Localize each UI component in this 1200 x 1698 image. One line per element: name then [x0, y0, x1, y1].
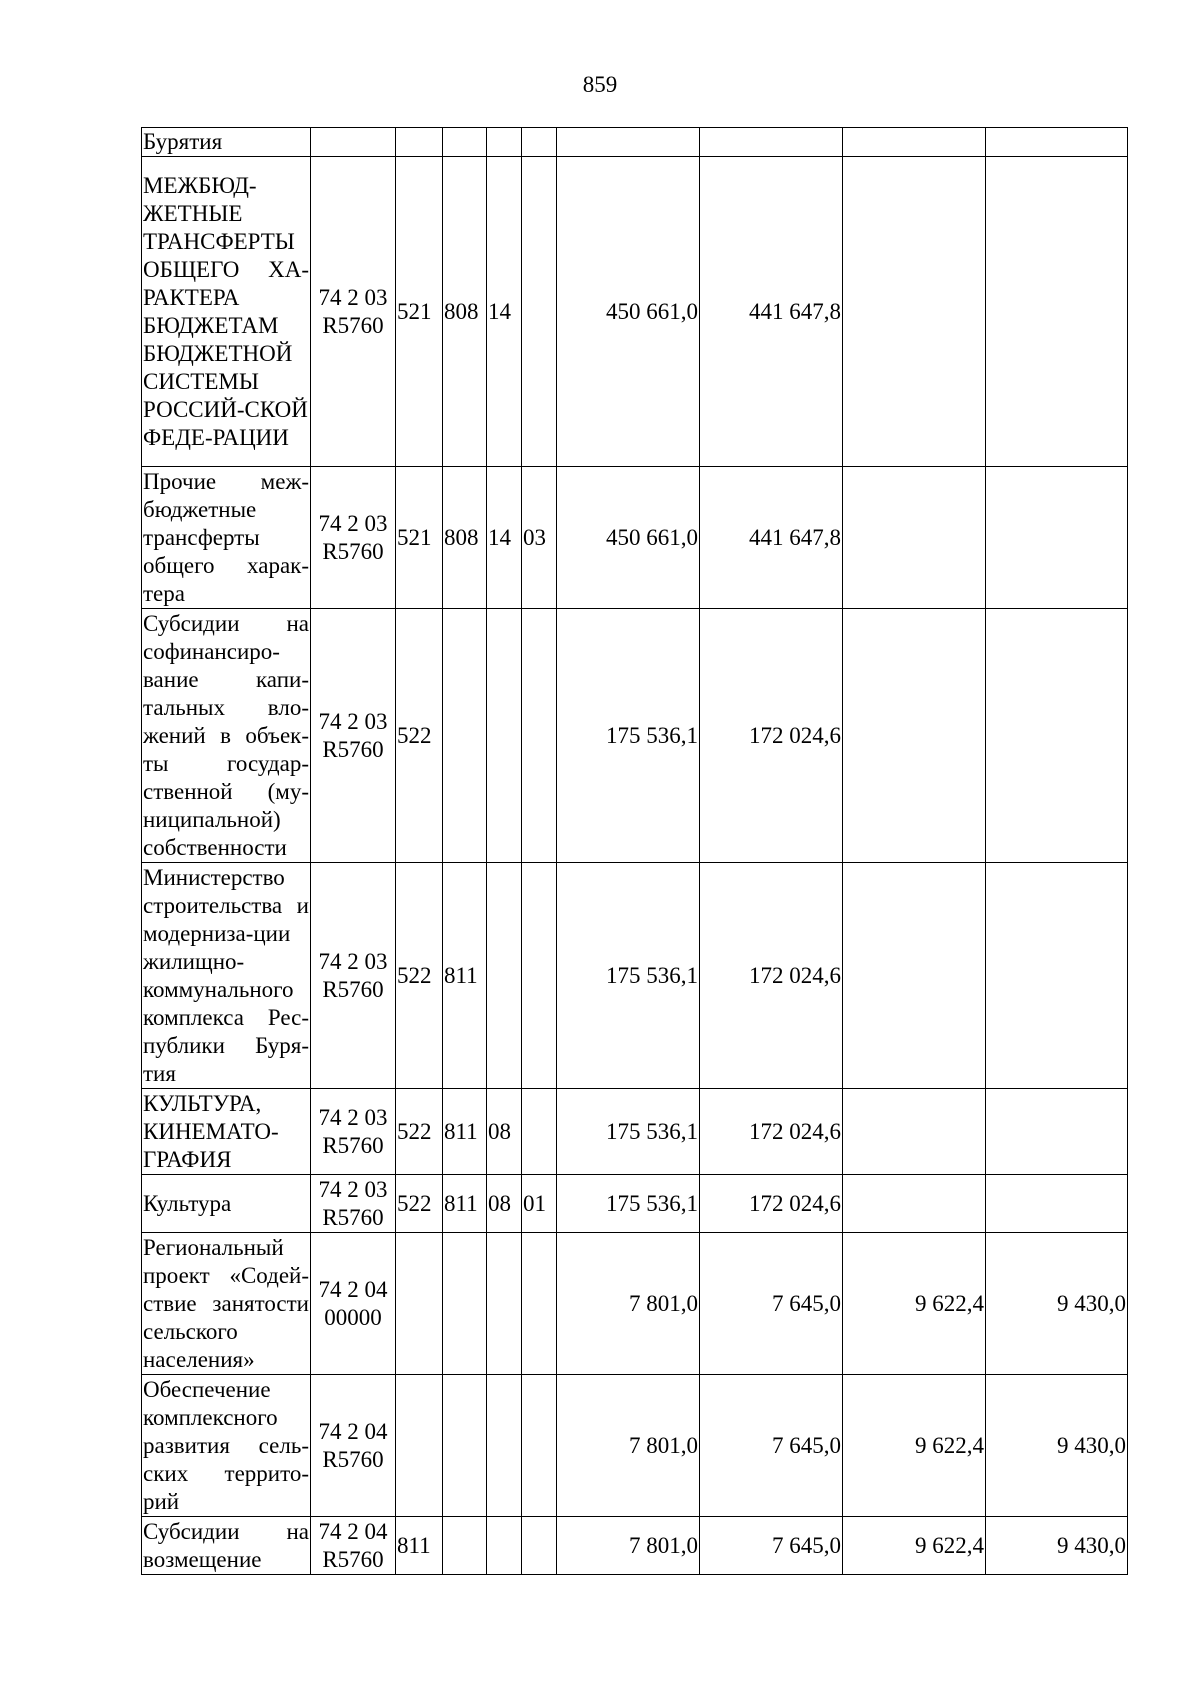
- target-article-part1: 74 2 03: [318, 1176, 388, 1202]
- section-cell: [487, 1375, 522, 1517]
- grbs-code: 811: [444, 962, 478, 988]
- amount-col1: 7 801,0: [629, 1432, 698, 1458]
- amount-col4-cell: [986, 1375, 1128, 1517]
- row-name: МЕЖБЮД-ЖЕТНЫЕ ТРАНСФЕРТЫ ОБЩЕГО ХА-РАКТЕРА БЮДЖЕТАМ БЮДЖЕТНОЙ СИСТЕМЫ РОССИЙ-СКОЙ ФЕДЕ-РАЦИИ: [143, 172, 309, 450]
- expense-type-cell: [396, 609, 443, 863]
- amount-col3-cell: [843, 128, 986, 157]
- row-name-cell: [142, 1517, 311, 1575]
- grbs-cell: [443, 1517, 487, 1575]
- expense-type: 522: [397, 1118, 432, 1144]
- amount-col2: 7 645,0: [772, 1290, 841, 1316]
- subsection-cell: [522, 1375, 557, 1517]
- target-article-cell: [311, 1375, 396, 1517]
- row-name-cell: [142, 1089, 311, 1175]
- target-article-cell: [311, 1517, 396, 1575]
- amount-col2: 172 024,6: [749, 722, 841, 748]
- amount-col1: 7 801,0: [629, 1532, 698, 1558]
- subsection-cell: [522, 157, 557, 467]
- section-cell: [487, 128, 522, 157]
- amount-col2: 172 024,6: [749, 962, 841, 988]
- table-row: [142, 609, 1128, 863]
- amount-col4-cell: [986, 128, 1128, 157]
- row-name: Прочие меж-бюджетные трансферты общего харак-тера: [143, 468, 309, 606]
- amount-col2-cell: [700, 609, 843, 863]
- table-row: [142, 1375, 1128, 1517]
- amount-col3-cell: [843, 1233, 986, 1375]
- expense-type-cell: [396, 1089, 443, 1175]
- amount-col2: 441 647,8: [749, 298, 841, 324]
- section-cell: [487, 1175, 522, 1233]
- row-name-cell: [142, 1375, 311, 1517]
- amount-col2-cell: [700, 863, 843, 1089]
- grbs-cell: [443, 1089, 487, 1175]
- grbs-code: 811: [444, 1190, 478, 1216]
- subsection-cell: [522, 863, 557, 1089]
- amount-col3: 9 622,4: [915, 1290, 984, 1316]
- target-article-cell: [311, 863, 396, 1089]
- row-name-cell: [142, 1233, 311, 1375]
- amount-col2-cell: [700, 1517, 843, 1575]
- target-article-part1: 74 2 04: [318, 1418, 388, 1444]
- target-article-part2: 00000: [324, 1304, 382, 1330]
- row-name: Субсидии на софинансиро-вание капи-тальных вло-жений в объек-ты государ-ственной (му-ниципальной) собственности: [143, 610, 309, 860]
- amount-col1: 175 536,1: [606, 722, 698, 748]
- amount-col1-cell: [557, 609, 700, 863]
- section-code: 08: [488, 1118, 511, 1144]
- amount-col4-cell: [986, 609, 1128, 863]
- amount-col2-cell: [700, 1089, 843, 1175]
- amount-col3: 9 622,4: [915, 1432, 984, 1458]
- grbs-code: 808: [444, 298, 479, 324]
- grbs-cell: [443, 1233, 487, 1375]
- amount-col4-cell: [986, 467, 1128, 609]
- grbs-code: 808: [444, 524, 479, 550]
- row-name-cell: [142, 609, 311, 863]
- row-name-cell: [142, 128, 311, 157]
- section-code: 14: [488, 524, 511, 550]
- subsection-code: 03: [523, 524, 546, 550]
- amount-col1: 175 536,1: [606, 1118, 698, 1144]
- amount-col1-cell: [557, 863, 700, 1089]
- amount-col3-cell: [843, 467, 986, 609]
- expense-type-cell: [396, 863, 443, 1089]
- expense-type: 522: [397, 722, 432, 748]
- expense-type: 522: [397, 1190, 432, 1216]
- amount-col4-cell: [986, 1175, 1128, 1233]
- grbs-cell: [443, 1175, 487, 1233]
- amount-col2-cell: [700, 1233, 843, 1375]
- expense-type: 811: [397, 1532, 431, 1558]
- table-row: [142, 128, 1128, 157]
- target-article-cell: [311, 1089, 396, 1175]
- table-row: [142, 157, 1128, 467]
- amount-col4: 9 430,0: [1057, 1532, 1126, 1558]
- row-name: Бурятия: [143, 129, 223, 154]
- target-article-part1: 74 2 03: [318, 948, 388, 974]
- amount-col1: 175 536,1: [606, 962, 698, 988]
- row-name: Министерство строительства и модерниза-ции жилищно-коммунального комплекса Рес-публики Буря-тия: [143, 864, 309, 1086]
- amount-col4: 9 430,0: [1057, 1432, 1126, 1458]
- target-article-part2: R5760: [322, 736, 384, 762]
- grbs-cell: [443, 1375, 487, 1517]
- target-article-part1: 74 2 04: [318, 1518, 388, 1544]
- amount-col2-cell: [700, 157, 843, 467]
- section-cell: [487, 609, 522, 863]
- amount-col3-cell: [843, 609, 986, 863]
- table-row: [142, 467, 1128, 609]
- row-name-cell: [142, 863, 311, 1089]
- subsection-cell: [522, 1233, 557, 1375]
- grbs-cell: [443, 863, 487, 1089]
- expense-type-cell: [396, 1233, 443, 1375]
- amount-col1-cell: [557, 1175, 700, 1233]
- amount-col2: 441 647,8: [749, 524, 841, 550]
- expense-type: 521: [397, 524, 432, 550]
- row-name: Региональный проект «Содей-ствие занятости сельского населения»: [143, 1234, 309, 1372]
- amount-col2-cell: [700, 1375, 843, 1517]
- row-name-cell: [142, 467, 311, 609]
- expense-type-cell: [396, 1175, 443, 1233]
- target-article-part2: R5760: [322, 312, 384, 338]
- grbs-code: 811: [444, 1118, 478, 1144]
- grbs-cell: [443, 609, 487, 863]
- row-name: Культура: [143, 1190, 232, 1216]
- subsection-cell: [522, 1089, 557, 1175]
- target-article-cell: [311, 128, 396, 157]
- amount-col1-cell: [557, 1517, 700, 1575]
- subsection-cell: [522, 1517, 557, 1575]
- amount-col2: 172 024,6: [749, 1190, 841, 1216]
- table-row: [142, 1517, 1128, 1575]
- amount-col3-cell: [843, 157, 986, 467]
- table-row: [142, 863, 1128, 1089]
- target-article-part2: R5760: [322, 1546, 384, 1572]
- amount-col1-cell: [557, 157, 700, 467]
- amount-col2-cell: [700, 1175, 843, 1233]
- target-article-part1: 74 2 03: [318, 284, 388, 310]
- budget-table: [141, 127, 1128, 1575]
- amount-col4-cell: [986, 157, 1128, 467]
- target-article-part2: R5760: [322, 1446, 384, 1472]
- target-article-part2: R5760: [322, 1132, 384, 1158]
- row-name-cell: [142, 1175, 311, 1233]
- amount-col4-cell: [986, 1089, 1128, 1175]
- expense-type-cell: [396, 128, 443, 157]
- section-code: 14: [488, 298, 511, 324]
- amount-col3-cell: [843, 1517, 986, 1575]
- row-name-cell: [142, 157, 311, 467]
- subsection-cell: [522, 609, 557, 863]
- target-article-part2: R5760: [322, 976, 384, 1002]
- amount-col3-cell: [843, 1375, 986, 1517]
- expense-type-cell: [396, 1375, 443, 1517]
- amount-col1-cell: [557, 1375, 700, 1517]
- table-body: [142, 128, 1128, 1575]
- target-article-cell: [311, 609, 396, 863]
- grbs-cell: [443, 467, 487, 609]
- section-cell: [487, 863, 522, 1089]
- amount-col1-cell: [557, 467, 700, 609]
- section-cell: [487, 1517, 522, 1575]
- expense-type-cell: [396, 1517, 443, 1575]
- target-article-part1: 74 2 03: [318, 1104, 388, 1130]
- amount-col3: 9 622,4: [915, 1532, 984, 1558]
- amount-col2-cell: [700, 128, 843, 157]
- subsection-code: 01: [523, 1190, 546, 1216]
- row-name: КУЛЬТУРА, КИНЕМАТО-ГРАФИЯ: [143, 1090, 279, 1172]
- amount-col2: 7 645,0: [772, 1532, 841, 1558]
- expense-type: 522: [397, 962, 432, 988]
- target-article-cell: [311, 1175, 396, 1233]
- table-row: [142, 1089, 1128, 1175]
- section-code: 08: [488, 1190, 511, 1216]
- grbs-cell: [443, 157, 487, 467]
- expense-type-cell: [396, 467, 443, 609]
- amount-col4: 9 430,0: [1057, 1290, 1126, 1316]
- section-cell: [487, 467, 522, 609]
- table-row: [142, 1233, 1128, 1375]
- target-article-cell: [311, 1233, 396, 1375]
- amount-col4-cell: [986, 1233, 1128, 1375]
- amount-col2-cell: [700, 467, 843, 609]
- amount-col1: 450 661,0: [606, 298, 698, 324]
- amount-col1: 7 801,0: [629, 1290, 698, 1316]
- section-cell: [487, 1233, 522, 1375]
- subsection-cell: [522, 1175, 557, 1233]
- expense-type: 521: [397, 298, 432, 324]
- row-name: Субсидии на возмещение: [143, 1518, 309, 1572]
- page-number: 859: [582, 72, 618, 97]
- subsection-cell: [522, 128, 557, 157]
- table-row: [142, 1175, 1128, 1233]
- target-article-cell: [311, 467, 396, 609]
- target-article-part1: 74 2 04: [318, 1276, 388, 1302]
- amount-col4-cell: [986, 863, 1128, 1089]
- amount-col2: 172 024,6: [749, 1118, 841, 1144]
- subsection-cell: [522, 467, 557, 609]
- target-article-part2: R5760: [322, 1204, 384, 1230]
- amount-col3-cell: [843, 863, 986, 1089]
- amount-col1-cell: [557, 128, 700, 157]
- amount-col1: 450 661,0: [606, 524, 698, 550]
- expense-type-cell: [396, 157, 443, 467]
- amount-col2: 7 645,0: [772, 1432, 841, 1458]
- grbs-cell: [443, 128, 487, 157]
- target-article-part2: R5760: [322, 538, 384, 564]
- amount-col1: 175 536,1: [606, 1190, 698, 1216]
- amount-col4-cell: [986, 1517, 1128, 1575]
- section-cell: [487, 1089, 522, 1175]
- target-article-part1: 74 2 03: [318, 510, 388, 536]
- target-article-part1: 74 2 03: [318, 708, 388, 734]
- target-article-cell: [311, 157, 396, 467]
- row-name: Обеспечение комплексного развития сель-ских террито-рий: [143, 1376, 309, 1514]
- section-cell: [487, 157, 522, 467]
- amount-col1-cell: [557, 1233, 700, 1375]
- amount-col3-cell: [843, 1175, 986, 1233]
- amount-col3-cell: [843, 1089, 986, 1175]
- amount-col1-cell: [557, 1089, 700, 1175]
